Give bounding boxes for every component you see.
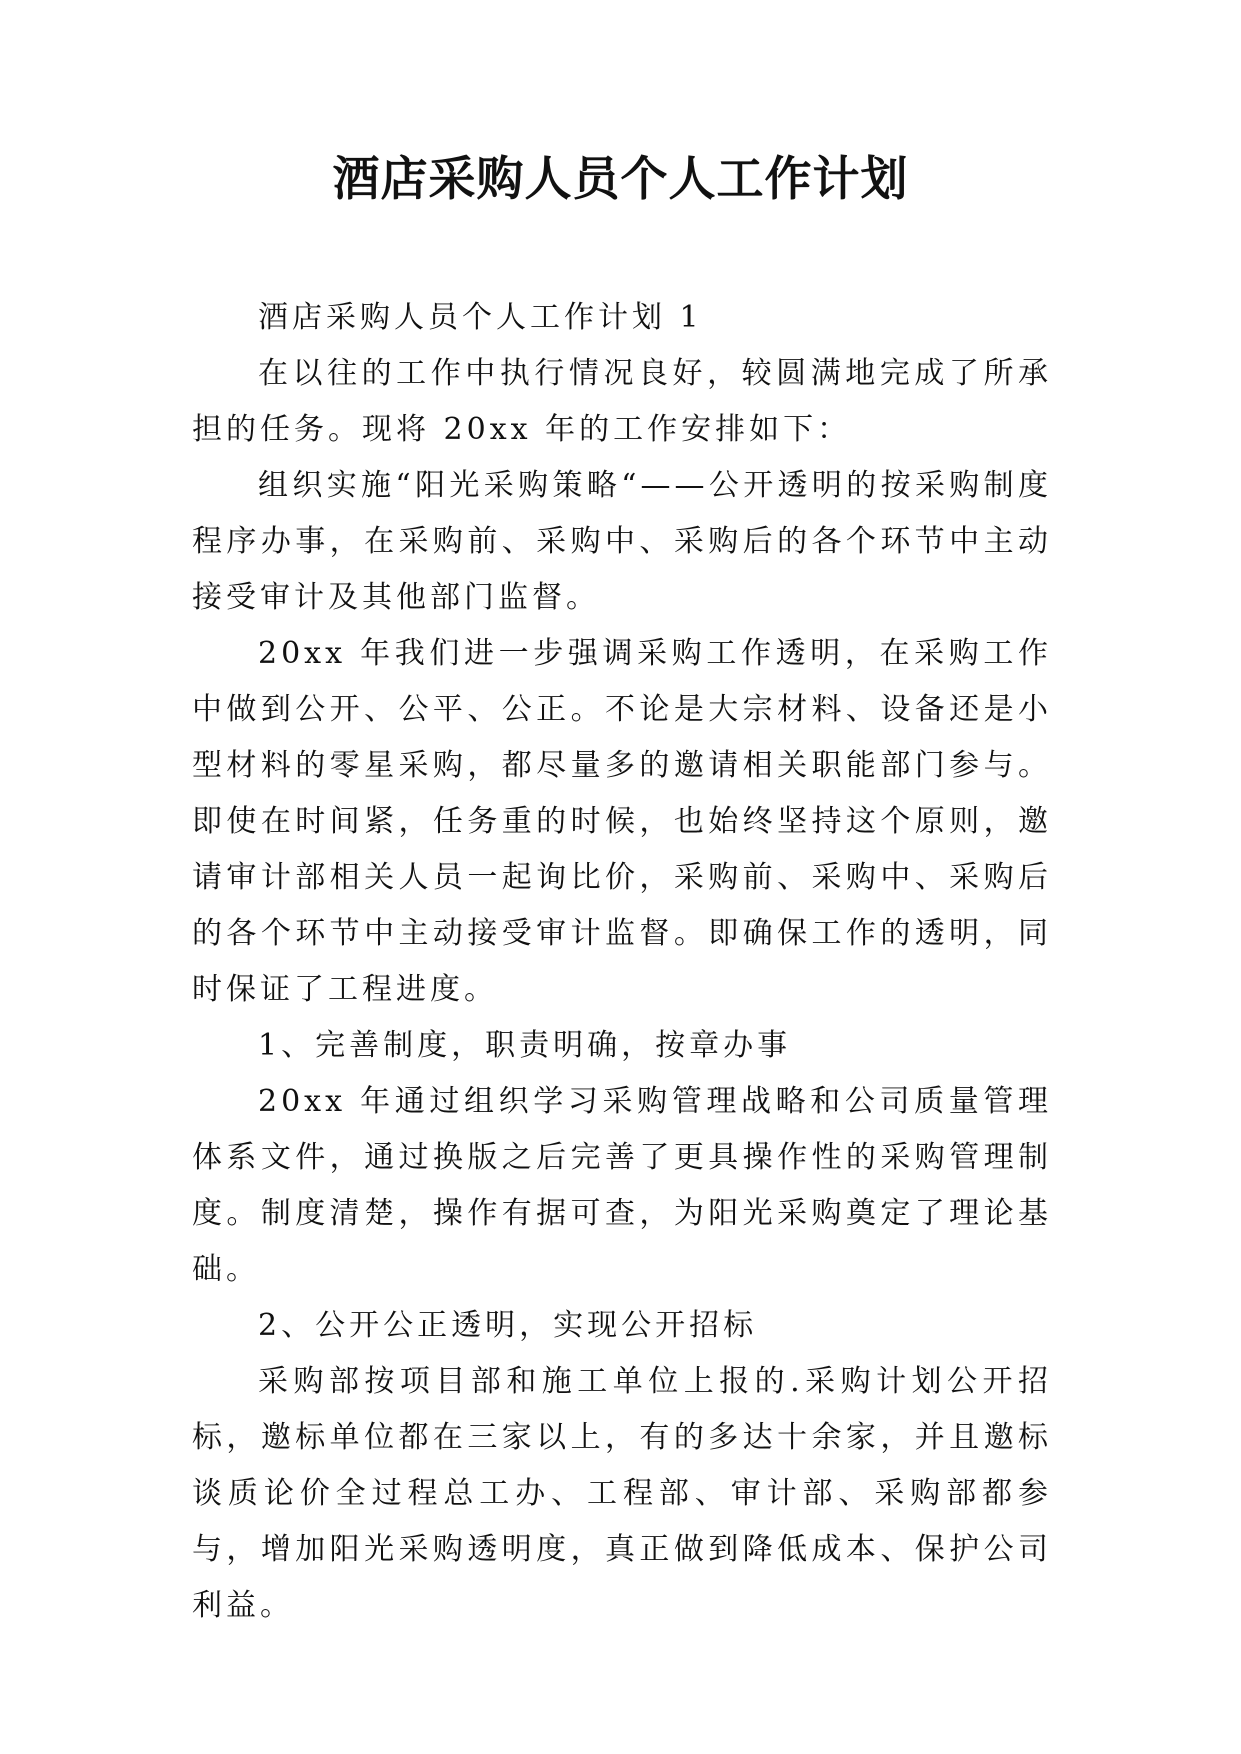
subheading: 2、公开公正透明，实现公开招标 xyxy=(258,1308,758,1343)
subheading: 1、完善制度，职责明确，按章办事 xyxy=(258,1028,792,1063)
section-heading: 酒店采购人员个人工作计划 1 xyxy=(258,300,703,335)
paragraph: 采购部按项目部和施工单位上报的.采购计划公开招标，邀标单位都在三家以上，有的多达十余家，并且邀标谈质论价全过程总工办、工程部、审计部、采购部都参与，增加阳光采购透明度，真正做到降低成本、保护公司利益。 xyxy=(192,1364,1052,1623)
paragraph: 在以往的工作中执行情况良好，较圆满地完成了所承担的任务。现将 20xx 年的工作安排如下： xyxy=(192,356,1052,447)
document-body xyxy=(192,290,1052,1634)
paragraph: 20xx 年我们进一步强调采购工作透明，在采购工作中做到公开、公平、公正。不论是大宗材料、设备还是小型材料的零星采购，都尽量多的邀请相关职能部门参与。即使在时间紧，任务重的时候，也始终坚持这个原则，邀请审计部相关人员一起询比价，采购前、采购中、采购后的各个环节中主动接受审计监督。即确保工作的透明，同时保证了工程进度。 xyxy=(192,636,1052,1007)
document-title: 酒店采购人员个人工作计划 xyxy=(332,152,909,207)
paragraph: 20xx 年通过组织学习采购管理战略和公司质量管理体系文件，通过换版之后完善了更具操作性的采购管理制度。制度清楚，操作有据可查，为阳光采购奠定了理论基础。 xyxy=(192,1084,1052,1287)
paragraph: 组织实施“阳光采购策略“——公开透明的按采购制度程序办事，在采购前、采购中、采购后的各个环节中主动接受审计及其他部门监督。 xyxy=(192,468,1052,615)
